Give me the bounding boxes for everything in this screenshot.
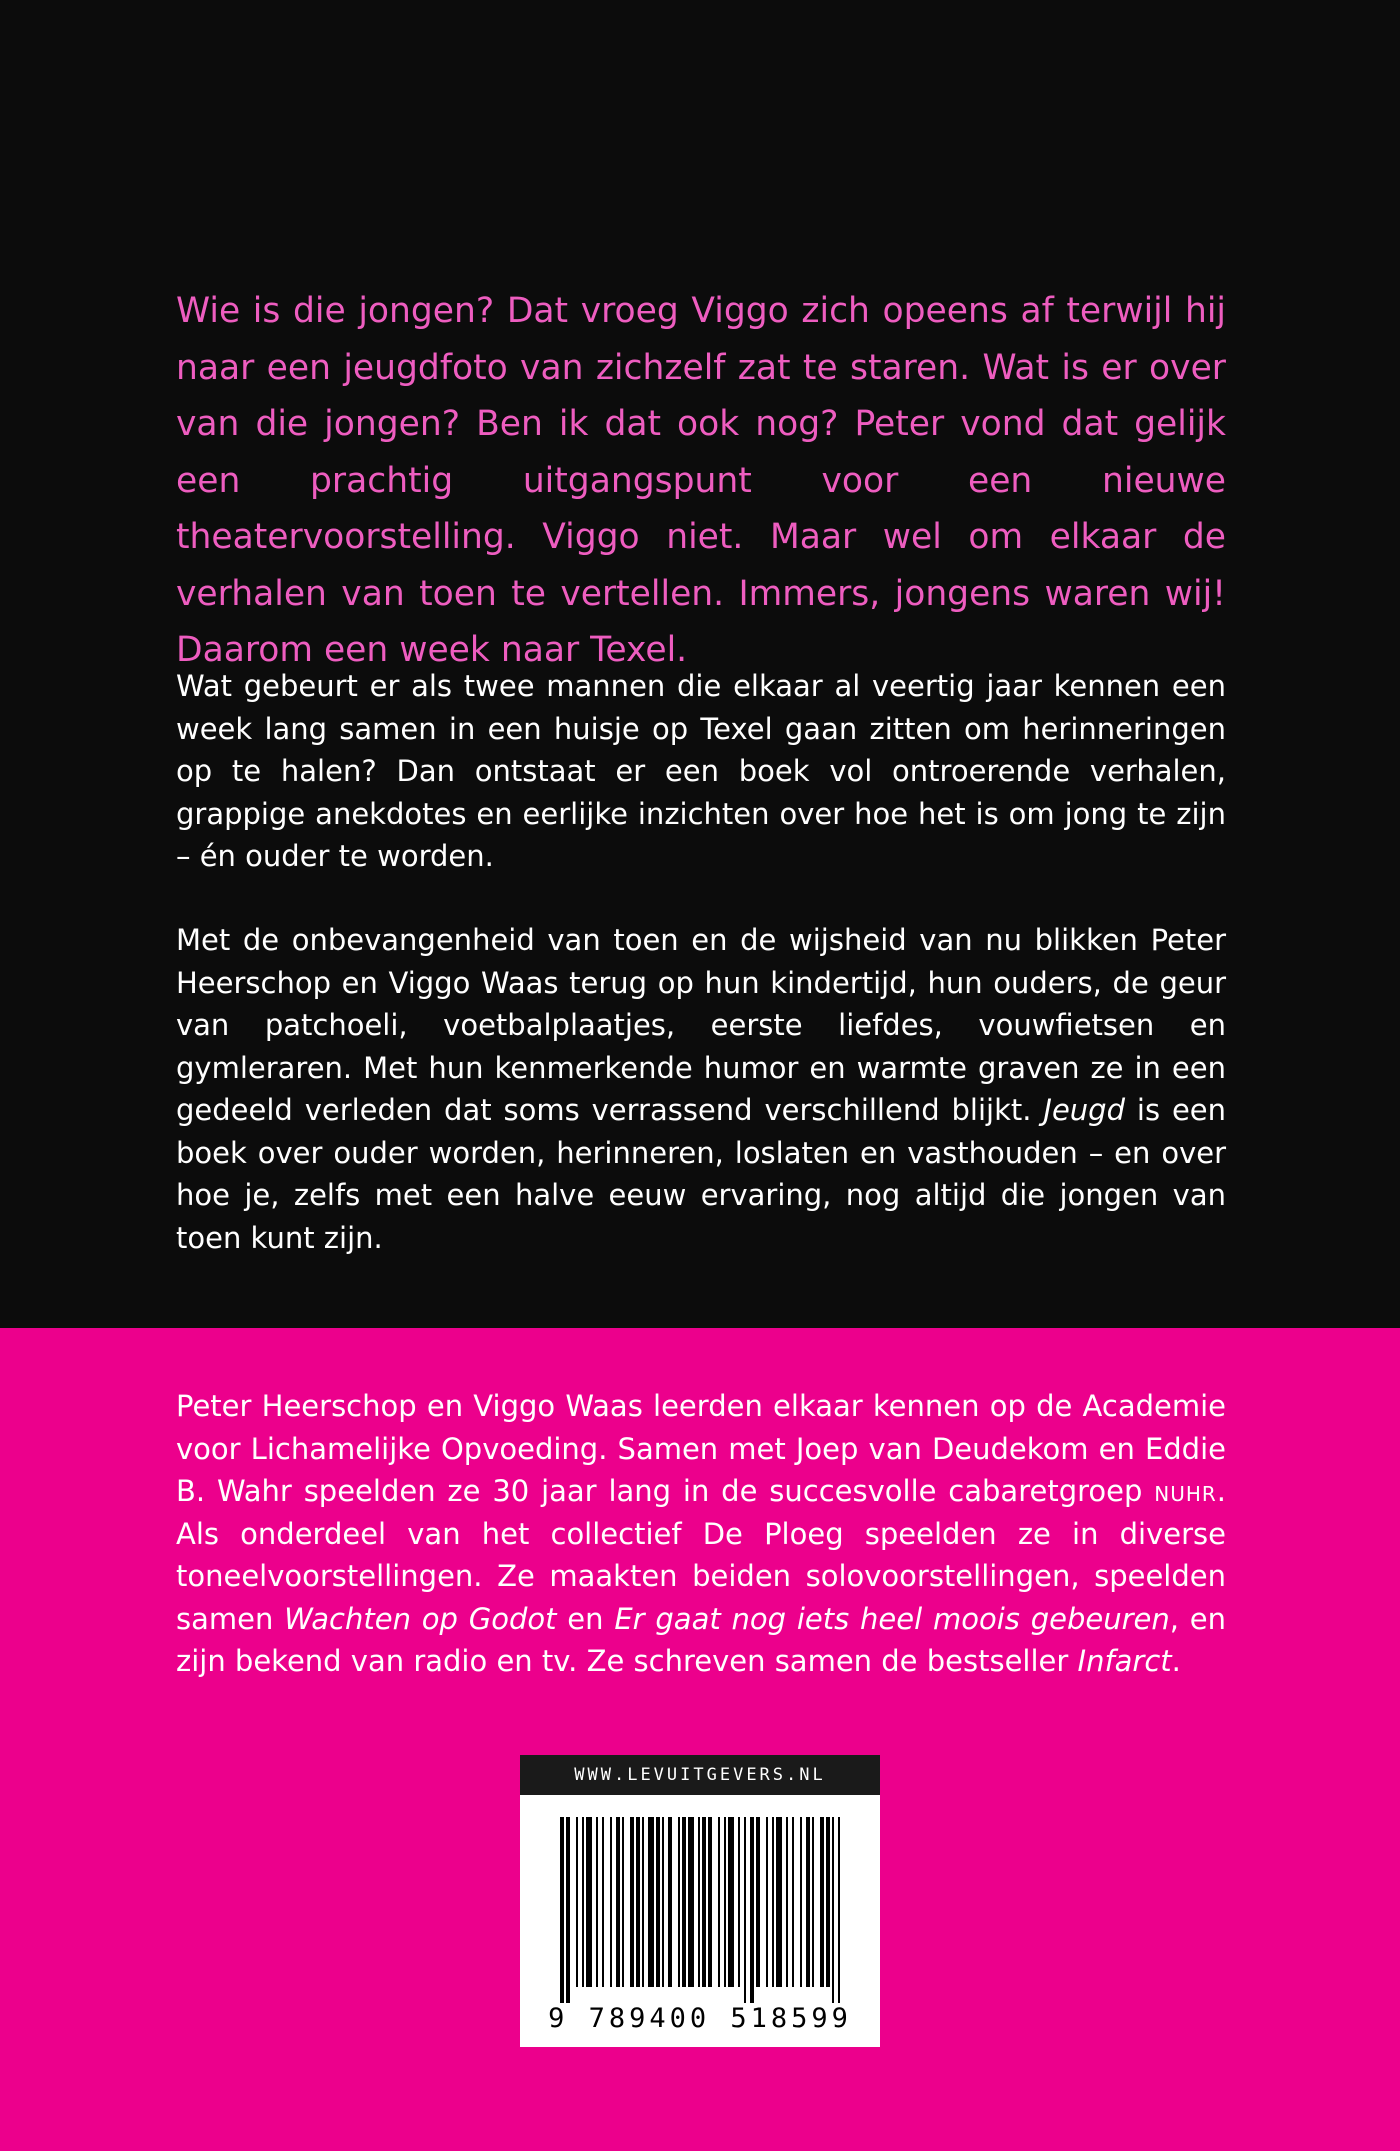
bio-part-2: . Als onderdeel van het collectief De Ploeg speelden ze in diverse toneelvoorstellingen. Ze maakten beiden solovoorstellingen, speelden samen (176, 1474, 1226, 1636)
book-title-italic: Jeugd (1043, 1093, 1125, 1127)
play-title-1: Wachten op Godot (284, 1601, 557, 1636)
lead-paragraph: Wie is die jongen? Dat vroeg Viggo zich opeens af terwijl hij naar een jeugdfoto van zichzelf zat te staren. Wat is er over van die jongen? Ben ik dat ook nog? Peter vond dat gelijk een prachtig uitgangspunt voor een nieuwe theatervoorstelling. Viggo niet. Maar wel om elkaar de verhalen van toen te vertellen. Immers, jongens waren wij! Daarom een week naar Texel. (176, 291, 1226, 670)
play-title-2: Er gaat nog iets heel moois gebeuren (614, 1601, 1170, 1636)
group-name: nuhr (1154, 1474, 1217, 1508)
summary-paragraph-2 (176, 919, 1226, 1259)
summary-paragraph-1: Wat gebeurt er als twee mannen die elkaar al veertig jaar kennen een week lang samen in een huisje op Texel gaan zitten om herinneringen op te halen? Dan ontstaat er een boek vol ontroerende verhalen, grappige anekdotes en eerlijke inzichten over hoe het is om jong te zijn – én ouder te worden. (176, 669, 1226, 873)
book-title-infarct: Infarct (1077, 1644, 1172, 1678)
isbn-digits: 9 789400 518599 (548, 2003, 852, 2034)
summary-text-part-1: Met de onbevangenheid van toen en de wijsheid van nu blikken Peter Heerschop en Viggo Waas terug op hun kindertijd, hun ouders, de geur van patchoeli, voetbalplaatjes, eerste liefdes, vouwfietsen en gymleraren. Met hun kenmerkende humor en warmte graven ze in een gedeeld verleden dat soms verrassend verschillend blijkt. (176, 923, 1226, 1127)
summary-text-part-2: is een boek over ouder worden, herinneren, loslaten en vasthouden – en over hoe je, zelfs met een halve eeuw ervaring, nog altijd die jongen van toen kunt zijn. (176, 1093, 1227, 1255)
bio-part-1: Peter Heerschop en Viggo Waas leerden elkaar kennen op de Academie voor Lichamelijke Opvoeding. Samen met Joep van Deudekom en Eddie B. Wahr speelden ze 30 jaar lang in de succesvolle cabaretgroep (176, 1389, 1226, 1508)
barcode-box (520, 1755, 880, 2047)
author-bio (176, 1385, 1226, 1683)
bio-part-4: . (1171, 1644, 1181, 1678)
bio-part-3: , en zijn bekend van radio en tv. Ze schreven samen de bestseller (176, 1601, 1226, 1678)
publisher-website: WWW.LEVUITGEVERS.NL (520, 1755, 880, 1795)
bio-connector: en (567, 1601, 604, 1636)
barcode-icon (560, 1817, 840, 2003)
